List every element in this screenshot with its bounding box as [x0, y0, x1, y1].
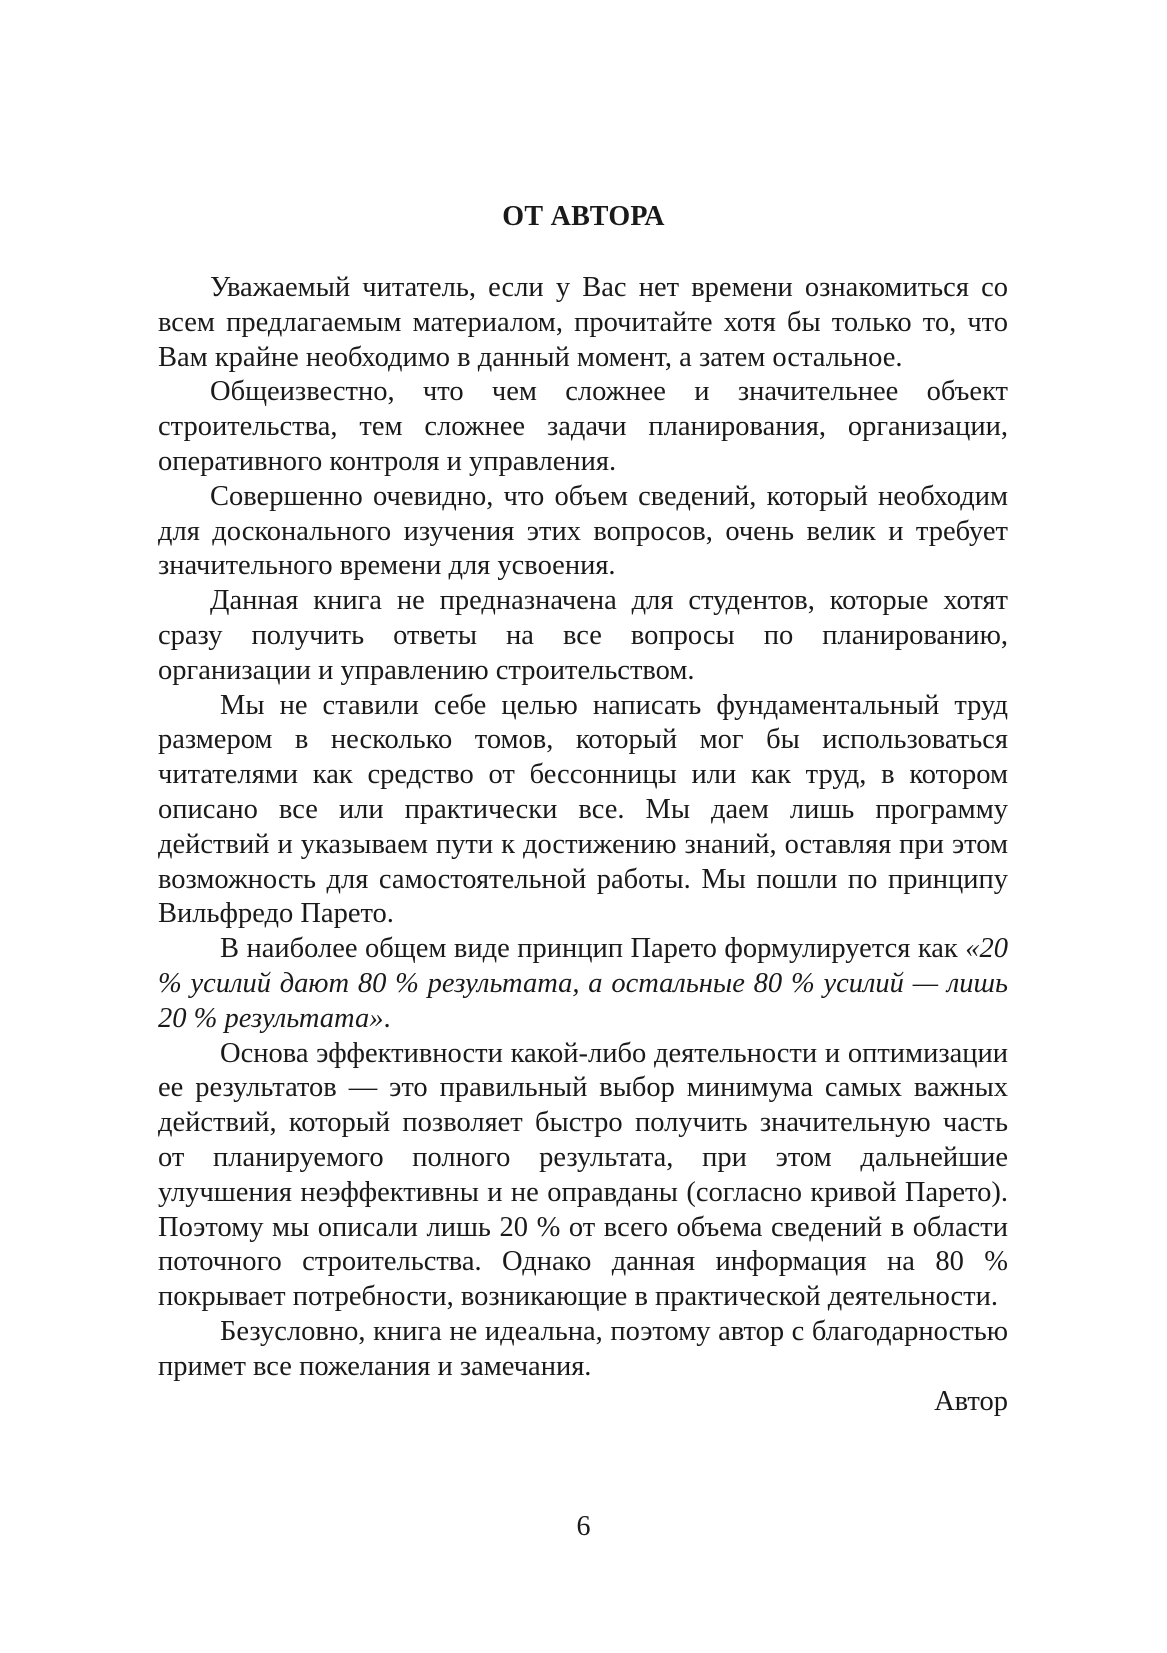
paragraph-5: Мы не ставили себе целью написать фундаментальный труд размером в несколько томов, который мог бы использоваться читателями как средство от бессонницы или как труд, в котором описано все или практически все. Мы даем лишь программу действий и указываем пути к достижению знаний, оставляя при этом возможность для самостоятельной работы. Мы пошли по принципу Вильфредо Парето. [158, 689, 1008, 930]
pareto-tail: . [383, 1002, 391, 1034]
body-text [158, 271, 1008, 1419]
paragraph-2: Общеизвестно, что чем сложнее и значительнее объект строительства, тем сложнее задачи планирования, организации, оперативного контроля и управления. [158, 376, 1008, 477]
pareto-lead: В наиболее общем виде принцип Парето формулируется как [220, 933, 966, 965]
paragraph-4: Данная книга не предназначена для студентов, которые хотят сразу получить ответы на все вопросы по планированию, организации и управлению строительством. [158, 585, 1008, 686]
page-title: ОТ АВТОРА [502, 201, 665, 232]
paragraph-1: Уважаемый читатель, если у Вас нет времени ознакомиться со всем предлагаемым материалом, прочитайте хотя бы только то, что Вам крайне необходимо в данный момент, а затем остальное. [158, 272, 1008, 373]
paragraph-3: Совершенно очевидно, что объем сведений, который необходим для досконального изучения этих вопросов, очень велик и требует значительного времени для усвоения. [158, 480, 1008, 582]
paragraph-7: Основа эффективности какой-либо деятельности и оптимизации ее результатов — это правильный выбор минимума самых важных действий, который позволяет быстро получить значительную часть от планируемого полного результата, при этом дальнейшие улучшения неэффективны и не оправданы (согласно кривой Парето). Поэтому мы описали лишь 20 % от всего объема сведений в области поточного строительства. Однако данная информация на 80 % покрывает потребности, возникающие в практической деятельности. [158, 1037, 1008, 1313]
author-signature: Автор [934, 1385, 1008, 1417]
paragraph-8: Безусловно, книга не идеальна, поэтому автор с благодарностью примет все пожелания и замечания. [158, 1315, 1008, 1382]
paragraph-pareto [158, 932, 1008, 1036]
pareto-quote: «20 % усилий дают 80 % результата, а остальные 80 % усилий — лишь 20 % результата» [158, 933, 1008, 1034]
page-number: 6 [576, 1511, 591, 1542]
